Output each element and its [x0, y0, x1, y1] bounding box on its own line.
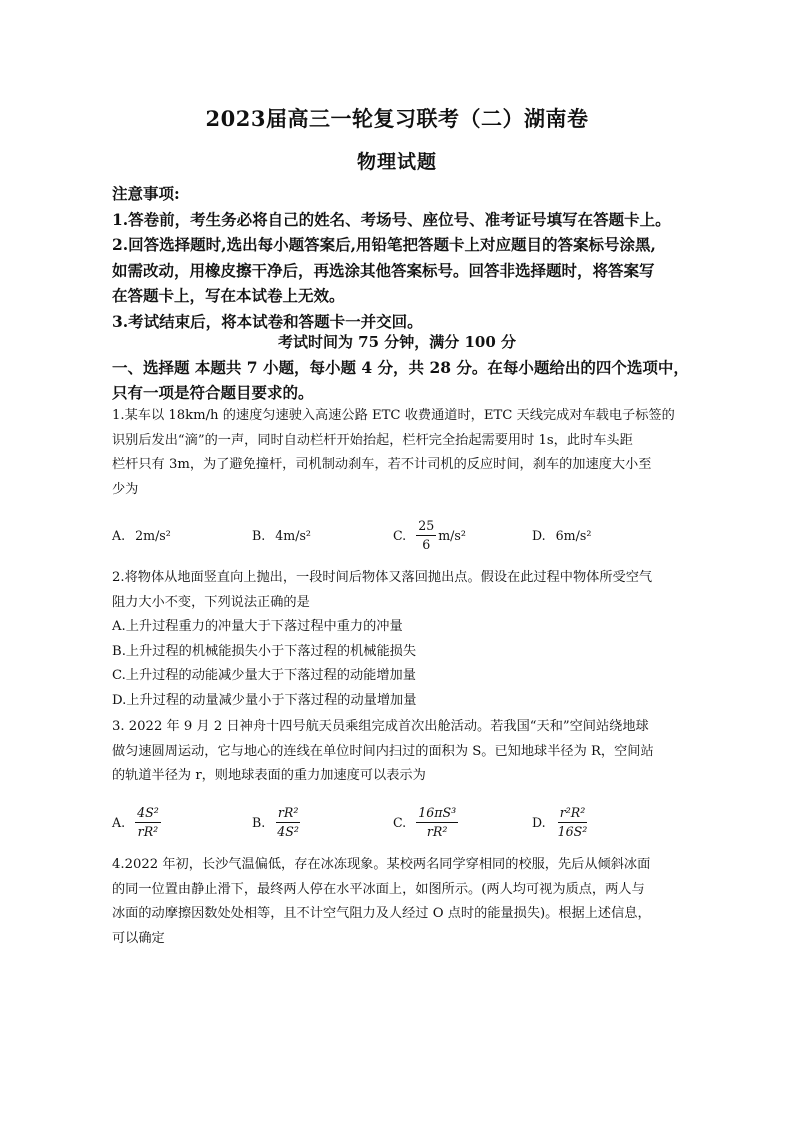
- option-d: [532, 515, 591, 555]
- option-letter: C.: [393, 527, 407, 543]
- question-line: 做匀速圆周运动，它与地心的连线在单位时间内扫过的面积为 S。已知地球半径为 R，空间站: [112, 743, 654, 759]
- notice-line: 如需改动，用橡皮擦干净后，再选涂其他答案标号。回答非选择题时，将答案写: [112, 260, 655, 280]
- exam-time: 考试时间为 75 分钟，满分 100 分: [277, 333, 517, 351]
- fraction-numerator: 25: [416, 518, 436, 536]
- fraction-denominator: 6: [422, 536, 431, 552]
- option-c: [393, 515, 466, 555]
- question-3-options: [112, 802, 692, 842]
- fraction: [556, 805, 590, 840]
- option-letter: C.: [393, 814, 407, 830]
- fraction-numerator: 4S²: [135, 805, 161, 823]
- fraction: [135, 805, 161, 840]
- question-line: 4.2022 年初，长沙气温偏低，存在冰冻现象。某校两名同学穿相同的校服，先后从倾斜冰面: [112, 857, 651, 872]
- question-line: 2.将物体从地面竖直向上抛出，一段时间后物体又落回抛出点。假设在此过程中物体所受空气: [112, 570, 653, 585]
- question-1: [112, 404, 692, 502]
- fraction-numerator: 16πS³: [416, 805, 458, 823]
- fraction: [416, 518, 436, 553]
- section-line: 只有一项是符合题目要求的。: [112, 383, 314, 402]
- question-option-line: C.上升过程的动能减少量大于下落过程的动能增加量: [112, 668, 416, 683]
- fraction-denominator: rR²: [137, 823, 159, 839]
- question-line: 栏杆只有 3m，为了避免撞杆，司机制动刹车，若不计司机的反应时间，刹车的加速度大小至: [112, 457, 652, 472]
- question-line: 少为: [112, 481, 139, 497]
- notice-line: 3.考试结束后，将本试卷和答题卡一并交回。: [112, 311, 423, 331]
- question-option-line: B.上升过程的机械能损失小于下落过程的机械能损失: [112, 643, 417, 659]
- section-line: 一、选择题 本题共 7 小题，每小题 4 分，共 28 分。在每小题给出的四个选项中，: [112, 358, 689, 377]
- fraction-denominator: 4S²: [277, 823, 299, 839]
- option-letter: B.: [252, 814, 266, 830]
- question-3: [112, 715, 692, 789]
- option-value: 4m/s²: [275, 527, 311, 543]
- subject-title: 物理试题: [356, 151, 437, 173]
- option-letter: A.: [112, 527, 126, 543]
- option-value: 2m/s²: [135, 527, 171, 543]
- option-letter: A.: [112, 814, 126, 830]
- question-line: 阻力大小不变，下列说法正确的是: [112, 594, 310, 610]
- option-value: 6m/s²: [555, 527, 592, 543]
- question-line: 3. 2022 年 9 月 2 日神舟十四号航天员乘组完成首次出舱活动。若我国“天和”空间站绕地球: [112, 719, 649, 734]
- question-2: [112, 566, 692, 713]
- notice-block: [112, 181, 688, 334]
- option-d: [532, 802, 589, 842]
- option-letter: B.: [252, 527, 266, 543]
- question-line: 冰面的动摩擦因数处处相等，且不计空气阻力及人经过 O 点时的能量损失)。根据上述信息，: [112, 906, 651, 921]
- question-4: [112, 853, 692, 951]
- question-line: 可以确定: [112, 930, 165, 946]
- question-1-options: [112, 515, 692, 555]
- section-heading: [112, 355, 692, 405]
- option-b: [252, 515, 311, 555]
- notice-line: 1.答卷前，考生务必将自己的姓名、考场号、座位号、准考证号填写在答题卡上。: [112, 209, 671, 229]
- fraction-denominator: 16S²: [557, 823, 588, 839]
- fraction-numerator: r²R²: [558, 805, 588, 823]
- fraction-numerator: rR²: [276, 805, 301, 823]
- question-option-line: D.上升过程的动量减少量小于下落过程的动量增加量: [112, 692, 417, 708]
- option-letter: D.: [532, 527, 546, 543]
- question-line: 识别后发出“滴”的一声，同时自动栏杆开始抬起，栏杆完全抬起需要用时 1s，此时车头距: [112, 432, 633, 448]
- option-b: [252, 802, 301, 842]
- option-a: [112, 515, 171, 555]
- option-letter: D.: [532, 814, 546, 830]
- notice-line: 在答题卡上，写在本试卷上无效。: [112, 286, 345, 305]
- fraction: [275, 805, 301, 840]
- option-a: [112, 802, 161, 842]
- question-line: 1.某车以 18km/h 的速度匀速驶入高速公路 ETC 收费通道时，ETC 天线完成对车载电子标签的: [112, 408, 675, 423]
- question-line: 的轨道半径为 r，则地球表面的重力加速度可以表示为: [112, 768, 426, 783]
- option-c: [393, 802, 458, 842]
- option-unit: m/s²: [438, 527, 466, 543]
- fraction-denominator: rR²: [426, 823, 448, 839]
- exam-title: 2023届高三一轮复习联考（二）湖南卷: [205, 106, 589, 131]
- question-line: 的同一位置由静止滑下，最终两人停在水平冰面上，如图所示。(两人均可视为质点，两人与: [112, 881, 645, 897]
- notice-line: 2.回答选择题时,选出每小题答案后,用铅笔把答题卡上对应题目的答案标号涂黑,: [112, 235, 656, 254]
- fraction: [416, 805, 458, 840]
- question-option-line: A.上升过程重力的冲量大于下落过程中重力的冲量: [112, 619, 403, 634]
- notice-heading: 注意事项:: [112, 184, 180, 203]
